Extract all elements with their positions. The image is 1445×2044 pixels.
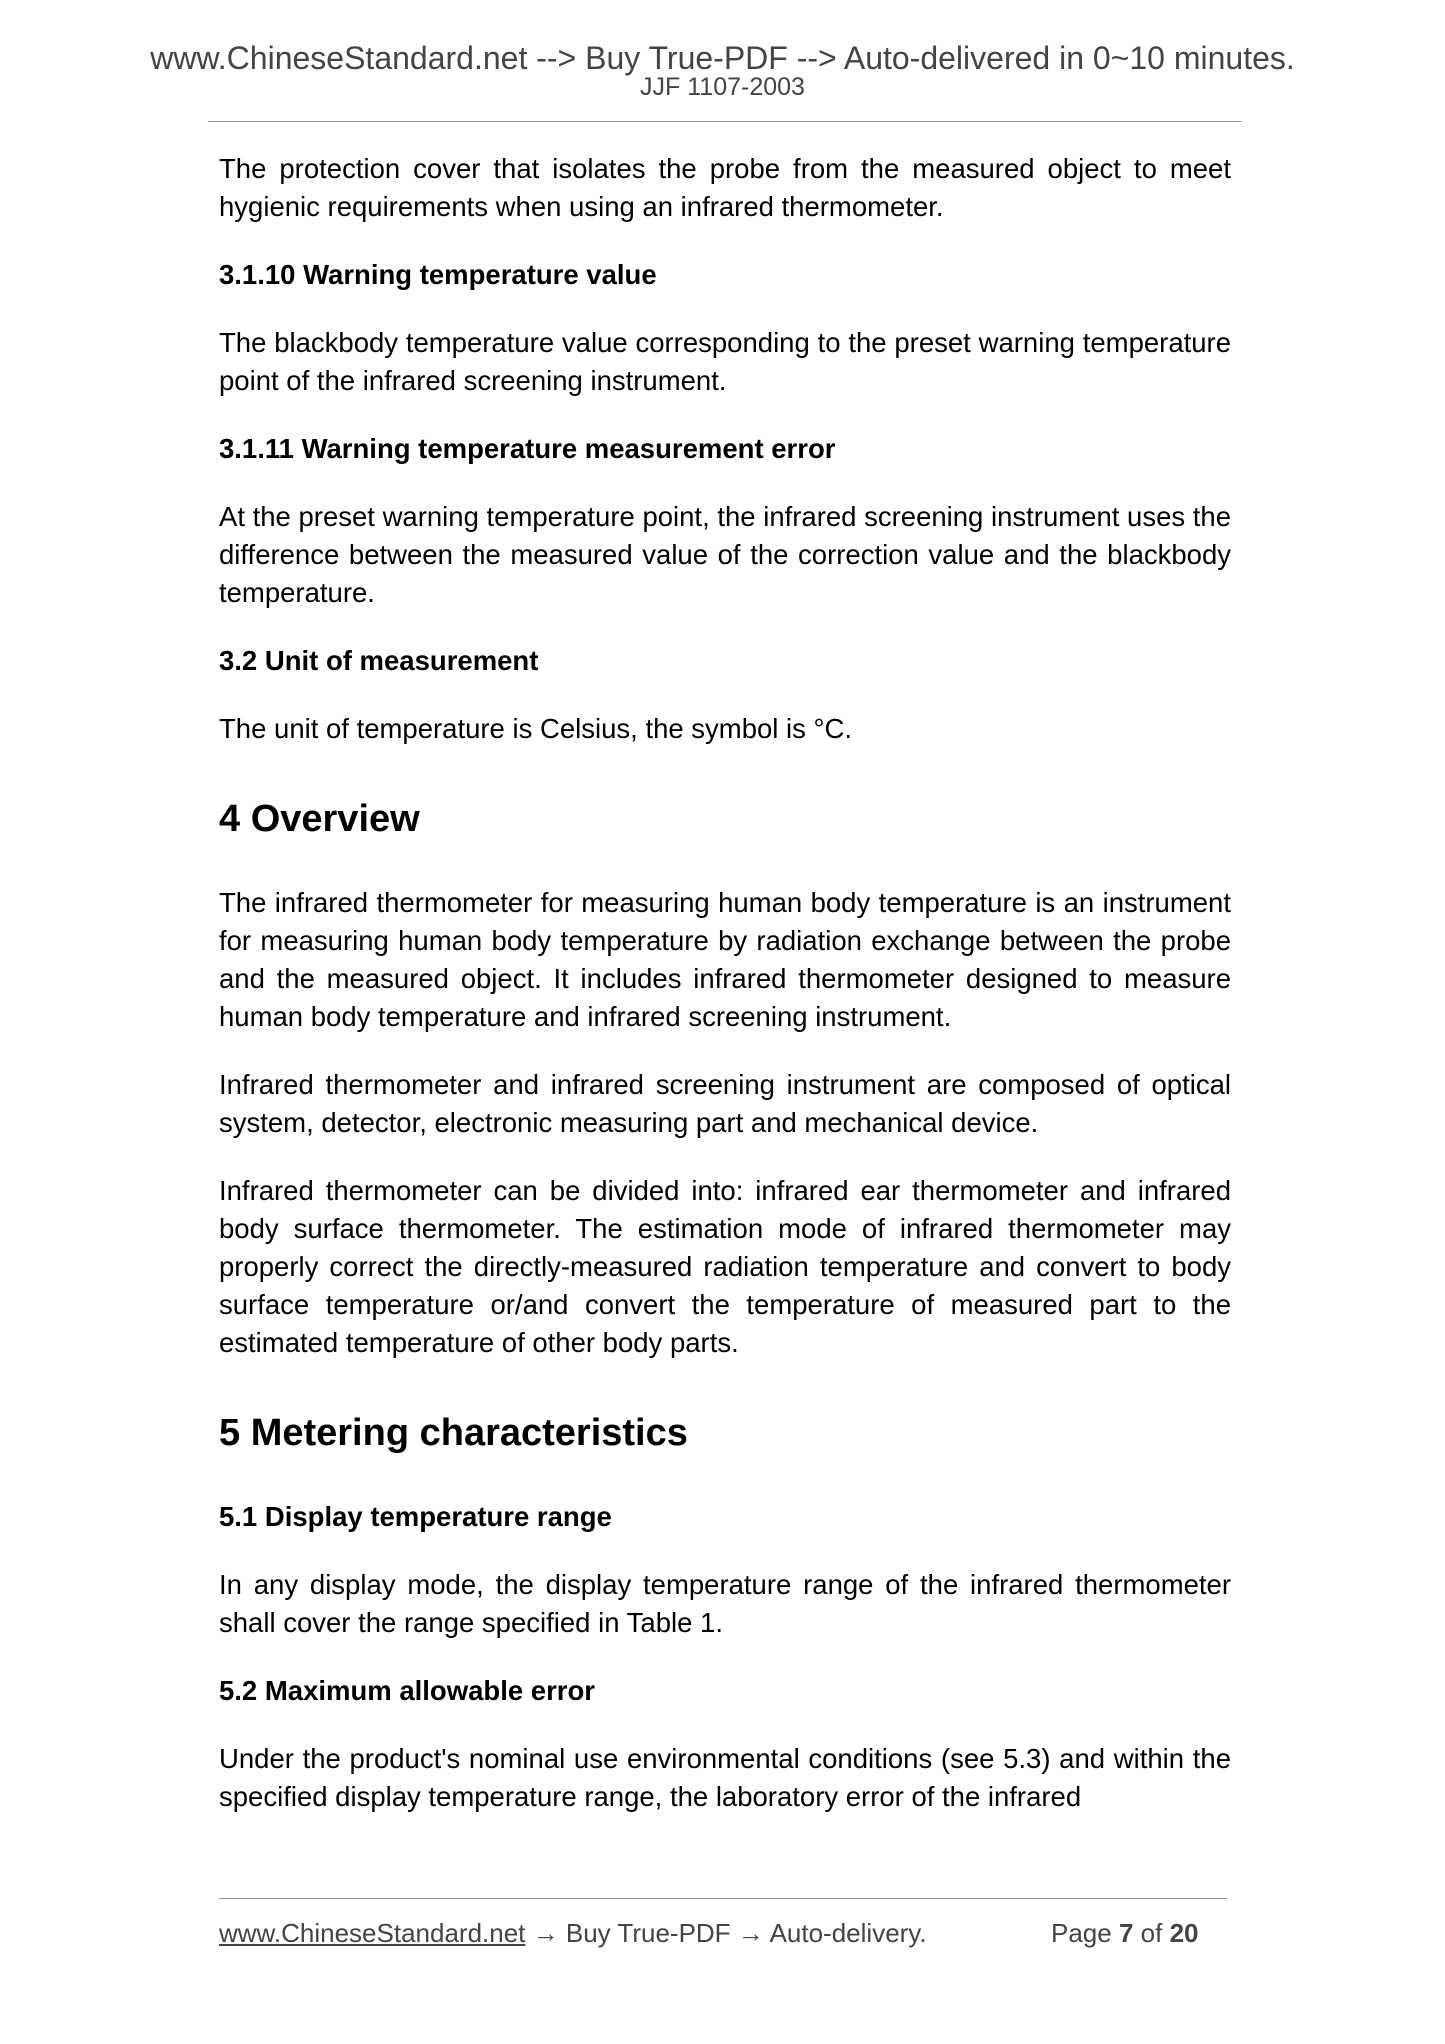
page-number: 7 xyxy=(1118,1918,1134,1948)
paragraph-5-1: In any display mode, the display temperature range of the infrared thermometer shall cover the range specified in Table 1. xyxy=(219,1569,1231,1638)
heading-4-overview: 4 Overview xyxy=(219,798,420,840)
footer-left xyxy=(219,1916,927,1950)
page-total: 20 xyxy=(1169,1918,1199,1948)
heading-3-1-10: 3.1.10 Warning temperature value xyxy=(219,259,657,290)
footer-link[interactable]: www.ChineseStandard.net xyxy=(219,1918,526,1948)
heading-5-1: 5.1 Display temperature range xyxy=(219,1501,612,1532)
paragraph-3-2: The unit of temperature is Celsius, the symbol is °C. xyxy=(219,713,853,744)
footer-divider xyxy=(219,1898,1227,1899)
page-content xyxy=(219,150,1231,1846)
paragraph-3-1-11: At the preset warning temperature point, the infrared screening instrument uses the difference between the measured value of the correction value and the blackbody temperature. xyxy=(219,501,1231,608)
paragraph-5-2: Under the product's nominal use environmental conditions (see 5.3) and within the specified display temperature range, the laboratory error of the infrared xyxy=(219,1743,1231,1812)
footer-tail-text: → Buy True-PDF → Auto-delivery. xyxy=(525,1918,927,1948)
paragraph-4-a: The infrared thermometer for measuring human body temperature is an instrument for measuring human body temperature by radiation exchange between the probe and the measured object. It includes infrared thermometer designed to measure human body temperature and infrared screening instrument. xyxy=(219,887,1231,1032)
paragraph-4-b: Infrared thermometer and infrared screening instrument are composed of optical system, detector, electronic measuring part and mechanical device. xyxy=(219,1069,1231,1138)
document-code: JJF 1107-2003 xyxy=(640,73,805,101)
heading-3-1-11: 3.1.11 Warning temperature measurement error xyxy=(219,433,836,464)
of-label: of xyxy=(1140,1918,1163,1948)
heading-3-2: 3.2 Unit of measurement xyxy=(219,645,539,676)
page-indicator xyxy=(1051,1916,1199,1950)
heading-5-metering: 5 Metering characteristics xyxy=(219,1412,688,1454)
paragraph-protection-cover: The protection cover that isolates the probe from the measured object to meet hygienic requirements when using an infrared thermometer. xyxy=(219,153,1231,222)
header-divider xyxy=(208,121,1242,122)
paragraph-4-c: Infrared thermometer can be divided into: infrared ear thermometer and infrared body surface thermometer. The estimation mode of infrared thermometer may properly correct the directly-measured radiation temperature and convert to body surface temperature or/and convert the temperature of measured part to the estimated temperature of other body parts. xyxy=(219,1175,1231,1358)
paragraph-3-1-10: The blackbody temperature value corresponding to the preset warning temperature point of the infrared screening instrument. xyxy=(219,327,1231,396)
heading-5-2: 5.2 Maximum allowable error xyxy=(219,1675,595,1706)
page-label: Page xyxy=(1051,1918,1112,1948)
header-banner: www.ChineseStandard.net --> Buy True-PDF --> Auto-delivered in 0~10 minutes. xyxy=(150,40,1295,76)
